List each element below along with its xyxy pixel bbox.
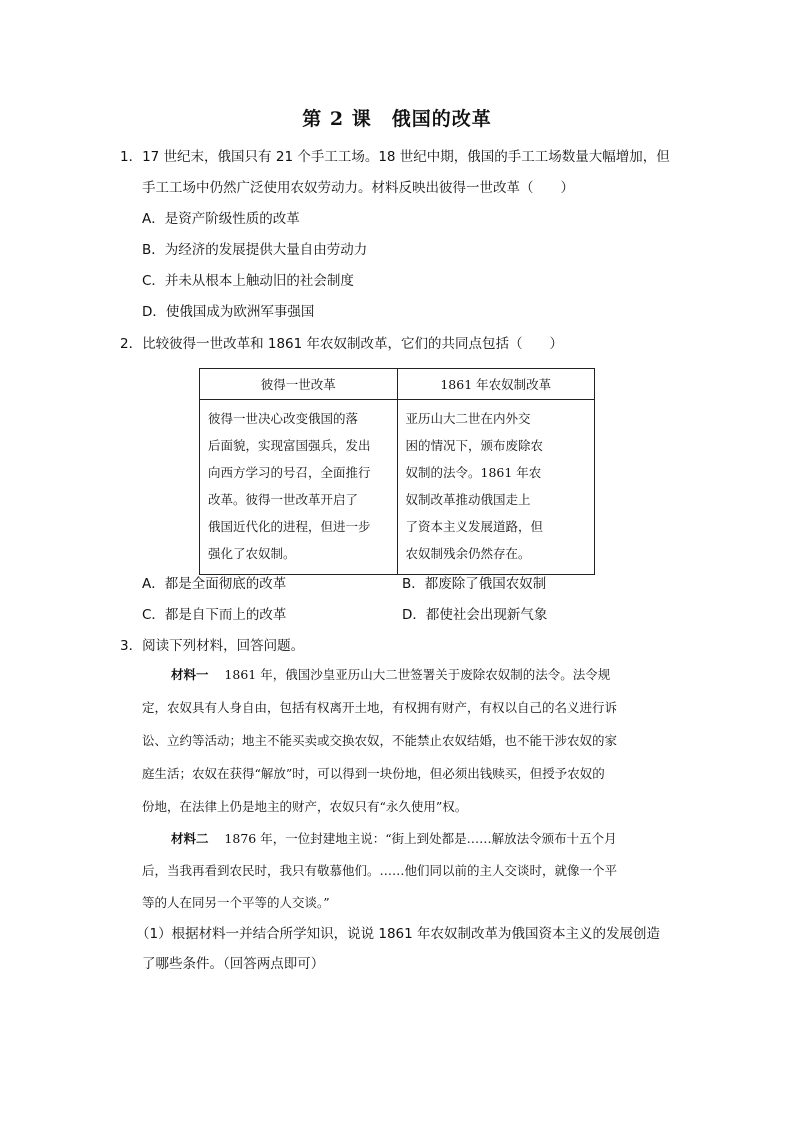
q2-stem: 2．比较彼得一世改革和 1861 年农奴制改革，它们的共同点包括（ ） bbox=[120, 336, 564, 352]
material-2-line3: 等的人在同另一个平等的人交谈。” bbox=[142, 895, 330, 910]
material-1-label: 材料一 bbox=[171, 667, 209, 682]
table-row bbox=[200, 400, 595, 575]
table-cell-1861 bbox=[397, 400, 595, 575]
q1-option-a: A．是资产阶级性质的改革 bbox=[142, 211, 300, 227]
material-1-line1 bbox=[171, 665, 610, 683]
material-1-line4: 庭生活；农奴在获得“解放”时，可以得到一块份地，但必须出钱赎买，但授予农奴的 bbox=[142, 766, 605, 781]
material-2-text: 1876 年，一位封建地主说：“街上到处都是……解放法令颁布十五个月 bbox=[224, 831, 617, 846]
table-cell-line: 困的情况下，颁布废除农 bbox=[405, 438, 544, 453]
material-1-line2: 定，农奴具有人身自由，包括有权离开土地，有权拥有财产，有权以自己的名义进行诉 bbox=[142, 700, 618, 715]
q1-stem-line2: 手工工场中仍然广泛使用农奴劳动力。材料反映出彼得一世改革（ ） bbox=[142, 180, 574, 196]
table-cell-line: 农奴制残余仍然存在。 bbox=[405, 546, 531, 561]
table-cell-line: 后面貌，实现富国强兵，发出 bbox=[208, 438, 371, 453]
q2-option-b: B．都废除了俄国农奴制 bbox=[402, 576, 547, 592]
table-cell-line: 奴制的法令。1861 年农 bbox=[405, 465, 542, 480]
table-cell-line: 奴制改革推动俄国走上 bbox=[405, 492, 531, 507]
table-cell-line: 改革。彼得一世改革开启了 bbox=[208, 492, 359, 507]
q3-stem: 3．阅读下列材料，回答问题。 bbox=[120, 638, 305, 654]
material-1-line5: 份地，在法律上仍是地主的财产，农奴只有“永久使用”权。 bbox=[142, 799, 468, 814]
q3-sub1-line1: （1）根据材料一并结合所学知识，说说 1861 年农奴制改革为俄国资本主义的发展创造 bbox=[136, 926, 661, 942]
q2-option-c: C．都是自下而上的改革 bbox=[142, 607, 287, 623]
page-title: 第 2 课 俄国的改革 bbox=[302, 108, 492, 130]
table-cell-line: 向西方学习的号召，全面推行 bbox=[208, 465, 371, 480]
material-2-line2: 后，当我再看到农民时，我只有敬慕他们。……他们同以前的主人交谈时，就像一个平 bbox=[142, 863, 618, 878]
q1-stem-line1: 1．17 世纪末，俄国只有 21 个手工工场。18 世纪中期，俄国的手工工场数量大幅增加，但 bbox=[120, 149, 670, 165]
q2-option-d: D．都使社会出现新气象 bbox=[402, 607, 548, 623]
q1-option-b: B．为经济的发展提供大量自由劳动力 bbox=[142, 242, 368, 258]
table-header-1861: 1861 年农奴制改革 bbox=[397, 369, 595, 400]
material-1-text: 1861 年，俄国沙皇亚历山大二世签署关于废除农奴制的法令。法令规 bbox=[224, 667, 611, 682]
q1-option-c: C．并未从根本上触动旧的社会制度 bbox=[142, 273, 354, 289]
table-cell-line: 亚历山大二世在内外交 bbox=[405, 411, 531, 426]
table-cell-line: 强化了农奴制。 bbox=[208, 546, 296, 561]
table-cell-line: 彼得一世决心改变俄国的落 bbox=[208, 411, 359, 426]
material-2-label: 材料二 bbox=[171, 831, 209, 846]
material-1-line3: 讼、立约等活动；地主不能买卖或交换农奴，不能禁止农奴结婚，也不能干涉农奴的家 bbox=[142, 733, 618, 748]
table-cell-line: 了资本主义发展道路，但 bbox=[405, 519, 544, 534]
comparison-table bbox=[199, 368, 595, 575]
q1-option-d: D．使俄国成为欧洲军事强国 bbox=[142, 304, 315, 320]
table-header-peter: 彼得一世改革 bbox=[200, 369, 398, 400]
table-cell-peter bbox=[200, 400, 398, 575]
q2-option-a: A．都是全面彻底的改革 bbox=[142, 576, 287, 592]
table-cell-line: 俄国近代化的进程，但进一步 bbox=[208, 519, 371, 534]
q3-sub1-line2: 了哪些条件。（回答两点即可） bbox=[142, 956, 325, 972]
table-header-row bbox=[200, 369, 595, 400]
material-2-line1 bbox=[171, 829, 617, 847]
